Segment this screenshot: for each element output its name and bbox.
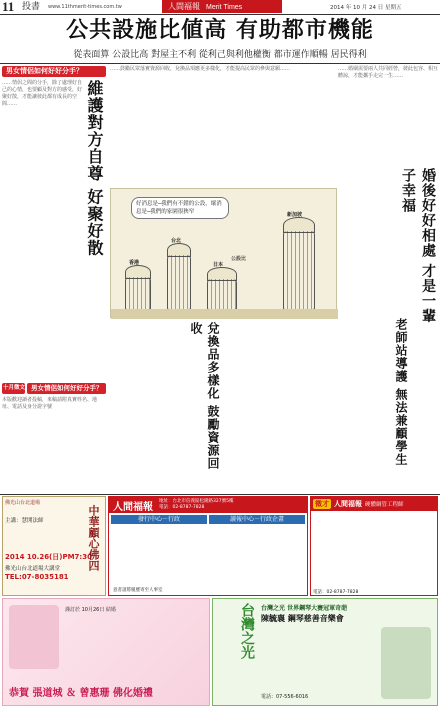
engineer-ad-badge: 徵才 — [315, 500, 329, 508]
left-article-topic-bar: 男女情侶如何好好分手？ — [2, 66, 106, 77]
recruit-ad-address: 地址：台北市信義區松隆路327號5樓 電話：02-8787-7828 — [159, 499, 234, 510]
label-singapore: 新加坡 — [287, 212, 303, 218]
main-headline: 公共設施比値高 有助都市機能 — [66, 18, 374, 43]
lower-right-article-title: 老師站導護 無法兼顧學生 — [394, 318, 408, 467]
sub-headline: 從表面算 公設比高 對屋主不利 從利己與利他權衡 都市運作順暢 居民得利 — [73, 50, 367, 60]
recruit-ad-logo: 人間福報 — [113, 501, 153, 513]
performer-photo — [381, 627, 431, 699]
logo-text: 人間福報 — [168, 2, 200, 11]
contest-bar — [2, 383, 106, 394]
engineer-ad-phone: 電話：02-8787-7828 — [313, 590, 359, 595]
contest-topic: 男女情侶如何好好分手？ — [27, 383, 106, 394]
left-article-body-lower — [2, 272, 106, 382]
cage-singapore — [283, 231, 315, 310]
headline-article-body: ……鼓勵民眾落實資源回收，兌換品項應更多樣化，才能提高民眾的參與意願…… — [110, 66, 291, 72]
editorial-cartoon — [110, 188, 337, 318]
headline-article-body-2: ……婚姻需要兩人共同經營，彼此包容、相互體諒，才能攜手走完一生…… — [338, 66, 439, 79]
temple-ad-org: 佛光山台北道場 — [5, 500, 41, 506]
wedding-ad[interactable] — [2, 598, 210, 706]
cage-hongkong — [125, 277, 151, 310]
engineer-ad-header — [311, 497, 437, 511]
cartoon-speech-bubble: 好消息是─我們有不錯的公設，壞消息是─我們的家園很狹窄 — [131, 197, 229, 219]
site-url[interactable]: www.11thmerit-times.com.tw — [48, 4, 122, 10]
header-rule — [0, 14, 440, 15]
engineer-ad-body — [311, 511, 437, 589]
recruit-ad[interactable] — [108, 496, 308, 596]
label-japan: 日本 — [213, 262, 224, 268]
temple-ad-date: 2014 10.26(日)PM7:30 — [5, 553, 92, 561]
right-article-title: 婚後好好相處 才是一輩子幸福 — [400, 168, 436, 324]
engineer-ad-logo: 人間福報 — [334, 500, 362, 508]
recruit-col1-title: 發行中心－行政 — [111, 515, 207, 524]
concert-ad-tel: 電話：07-556-6016 — [261, 693, 309, 700]
center-article-body-left — [110, 322, 194, 492]
cage-japan — [207, 279, 237, 310]
section-label: 投書 — [22, 2, 41, 12]
cage-taipei — [167, 255, 191, 310]
cartoon-ground — [111, 309, 338, 319]
label-ratio: 公設比 — [231, 256, 247, 262]
concert-ad-body — [261, 627, 371, 687]
left-article-title: 維護對方自尊 好聚好散 — [85, 80, 104, 257]
temple-ad-title: 中華顧心佛四 — [87, 505, 100, 571]
issue-date: 2014 年 10 月 24 日 星期五 — [330, 5, 402, 11]
wedding-photo — [9, 605, 59, 669]
temple-ad-venue: 佛光山台北道場大講堂 — [5, 566, 61, 572]
temple-ad-tel: TEL:07-8035181 — [5, 573, 69, 581]
recruit-col1-body — [111, 524, 207, 584]
engineer-ad[interactable] — [310, 496, 438, 596]
temple-ad[interactable] — [2, 496, 106, 596]
recruit-col2-body — [209, 524, 305, 584]
contest-note: 本版歡迎讀者投稿，來稿請附真實姓名、地址、電話及身分證字號 — [2, 397, 98, 410]
concert-ad-logo: 台灣之光 — [239, 603, 255, 659]
engineer-ad-title: 硬體網管工程師 — [365, 502, 404, 508]
center-article-title: 兌換品多樣化 鼓勵資源回收 — [189, 322, 220, 471]
left-article-body: ……情侶之間的分手，除了處理好自己的心情，也要顧及對方的感受，好聚好散，才能讓彼此都有成長的空間…… — [2, 80, 83, 107]
wedding-ad-note: 謹訂於 10月26日 結婚 — [65, 607, 116, 613]
recruit-col2-title: 讀報中心－行政企畫 — [209, 515, 305, 524]
logo-text-en: Merit Times — [206, 4, 243, 11]
contest-label: 十月徵文 — [2, 383, 25, 394]
recruit-ad-header — [109, 497, 307, 513]
center-article-body-right — [224, 322, 336, 492]
wedding-ad-names: 恭賀 張道城 ＆ 曾惠珊 佛化婚禮 — [9, 688, 153, 699]
label-hongkong: 香港 — [129, 260, 140, 266]
page-number: 11 — [2, 0, 15, 14]
concert-ad-line1: 台灣之光 世界鋼琴大賽冠軍奇葩 — [261, 605, 348, 612]
recruit-ad-note: 意者請將履歷寄至人事室 — [113, 587, 163, 593]
subhead-rule — [0, 63, 440, 64]
concert-ad-performer: 陳毓襄 鋼琴慈善音樂會 — [261, 614, 344, 623]
concert-ad[interactable] — [212, 598, 438, 706]
page-header — [0, 0, 440, 14]
label-taipei: 台北 — [171, 238, 182, 244]
ads-rule — [0, 494, 440, 495]
newspaper-logo — [162, 0, 282, 13]
temple-ad-speaker: 主講：慧開法師 — [5, 518, 44, 524]
